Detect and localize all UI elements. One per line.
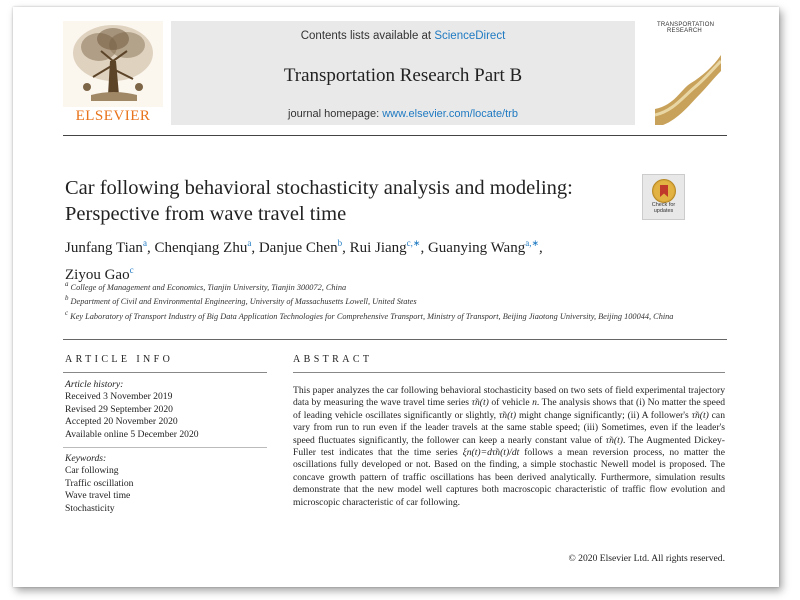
bookmark-icon bbox=[653, 180, 675, 202]
elsevier-logo bbox=[63, 21, 163, 125]
history-rule bbox=[63, 447, 267, 448]
title-line-1: Car following behavioral stochasticity analysis and modeling: bbox=[65, 177, 573, 199]
affiliations bbox=[65, 279, 705, 322]
title-line-2: Perspective from wave travel time bbox=[65, 203, 347, 225]
history-online: Available online 5 December 2020 bbox=[65, 428, 199, 440]
article-title bbox=[65, 175, 573, 227]
journal-banner bbox=[171, 21, 635, 125]
header-rule bbox=[63, 135, 727, 136]
author[interactable]: Rui Jiang$^{c,∗}$ bbox=[349, 238, 421, 256]
journal-cover bbox=[649, 21, 725, 125]
cover-title-line1: TRANSPORTATION bbox=[657, 22, 715, 28]
cover-title bbox=[657, 22, 714, 34]
affiliation-c: $^c$ Key Laboratory of Transport Industry of Big Data Application Technologies for Comprehensive Transport, Ministry of Transport, Beijing Jiaotong University, Beijing 100044, China bbox=[65, 309, 674, 321]
keywords-label: Keywords: bbox=[65, 453, 107, 464]
article-info-heading: ARTICLE INFO bbox=[65, 354, 174, 365]
elsevier-tree-icon bbox=[63, 21, 163, 107]
crossmark-icon bbox=[652, 179, 676, 203]
crossmark-line2: updates bbox=[653, 208, 674, 214]
author[interactable]: Ziyou Gao$^c$ bbox=[65, 265, 134, 283]
history-accepted: Accepted 20 November 2020 bbox=[65, 416, 178, 428]
author[interactable]: Junfang Tian$^a$ bbox=[65, 238, 147, 256]
history-received: Received 3 November 2019 bbox=[65, 391, 173, 403]
keyword-item[interactable]: Stochasticity bbox=[65, 502, 115, 514]
check-for-updates-button[interactable] bbox=[642, 174, 685, 220]
keywords bbox=[65, 453, 269, 515]
abstract-rule bbox=[293, 372, 725, 373]
author[interactable]: Chenqiang Zhu$^a$ bbox=[154, 238, 252, 256]
author[interactable]: Danjue Chen$^b$ bbox=[258, 238, 343, 256]
elsevier-wordmark: ELSEVIER bbox=[75, 108, 151, 124]
cover-road-image bbox=[655, 45, 721, 125]
sciencedirect-link[interactable]: ScienceDirect bbox=[434, 30, 506, 42]
history-label: Article history: bbox=[65, 379, 124, 390]
article-history bbox=[65, 379, 269, 441]
keyword-item[interactable]: Wave travel time bbox=[65, 490, 131, 502]
crossmark-label bbox=[643, 202, 684, 214]
crossmark-line1: Check for bbox=[651, 202, 676, 208]
article-info-rule bbox=[63, 372, 267, 373]
homepage-line bbox=[171, 108, 635, 120]
journal-title: Transportation Research Part B bbox=[283, 65, 523, 86]
abstract-body: This paper analyzes the car following behavioral stochasticity based on two sets of field experimental trajectory data by measuring the wave travel time series τ̃n(t) of vehicle n. The analysis shows that (i) No matter the speed of leading vehicle oscillates significantly or slightly, τ̃n(t) might change significantly; (ii) A follower's τ̃n(t) can vary from run to run even if the leader travels at the same stable speed; (iii) Sometimes, even if the leader's speed fluctuates significantly, the follower can keep a nearly constant value of τ̃n(t). The Augmented Dickey-Fuller test indicates that the time series ξn(t)=dτ̃n(t)/dt follows a mean reversion process, no matter the oscillations fully developed or not. Based on the finding, a simple stochastic Newell model is proposed. The concave growth pattern of traffic oscillations has been derived analytically. Furthermore, simulation results demonstrate that the new model well captures both macroscopic characteristic of traffic flow evolution and microscopic characteristic of car following. bbox=[293, 385, 725, 508]
keyword-item[interactable]: Traffic oscillation bbox=[65, 477, 134, 489]
copyright-notice: © 2020 Elsevier Ltd. All rights reserved. bbox=[568, 553, 725, 564]
paper-page bbox=[13, 7, 779, 587]
abstract-heading: ABSTRACT bbox=[293, 354, 373, 365]
history-revised: Revised 29 September 2020 bbox=[65, 403, 173, 415]
affiliation-a: $^a$ College of Management and Economics, Tianjin University, Tianjin 300072, China bbox=[65, 281, 347, 292]
body-rule bbox=[63, 339, 727, 340]
affiliation-b: $^b$ Department of Civil and Environmental Engineering, University of Massachusetts Lowell, United States bbox=[65, 295, 417, 307]
keyword-item[interactable]: Car following bbox=[65, 465, 119, 477]
contents-line bbox=[171, 30, 635, 42]
homepage-link[interactable]: www.elsevier.com/locate/trb bbox=[382, 108, 518, 120]
author[interactable]: Guanying Wang$^{a,∗}$ bbox=[427, 238, 540, 256]
cover-title-line2: RESEARCH bbox=[667, 28, 702, 34]
contents-prefix: Contents lists available at bbox=[300, 30, 435, 42]
homepage-prefix: journal homepage: bbox=[288, 108, 383, 120]
author-list: Junfang Tian$^a$, Chenqiang Zhu$^a$, Danjue Chen$^b$, Rui Jiang$^{c,∗}$, Guanying Wang$^{a,∗}$, Ziyou Gao$^c$ bbox=[65, 238, 543, 283]
